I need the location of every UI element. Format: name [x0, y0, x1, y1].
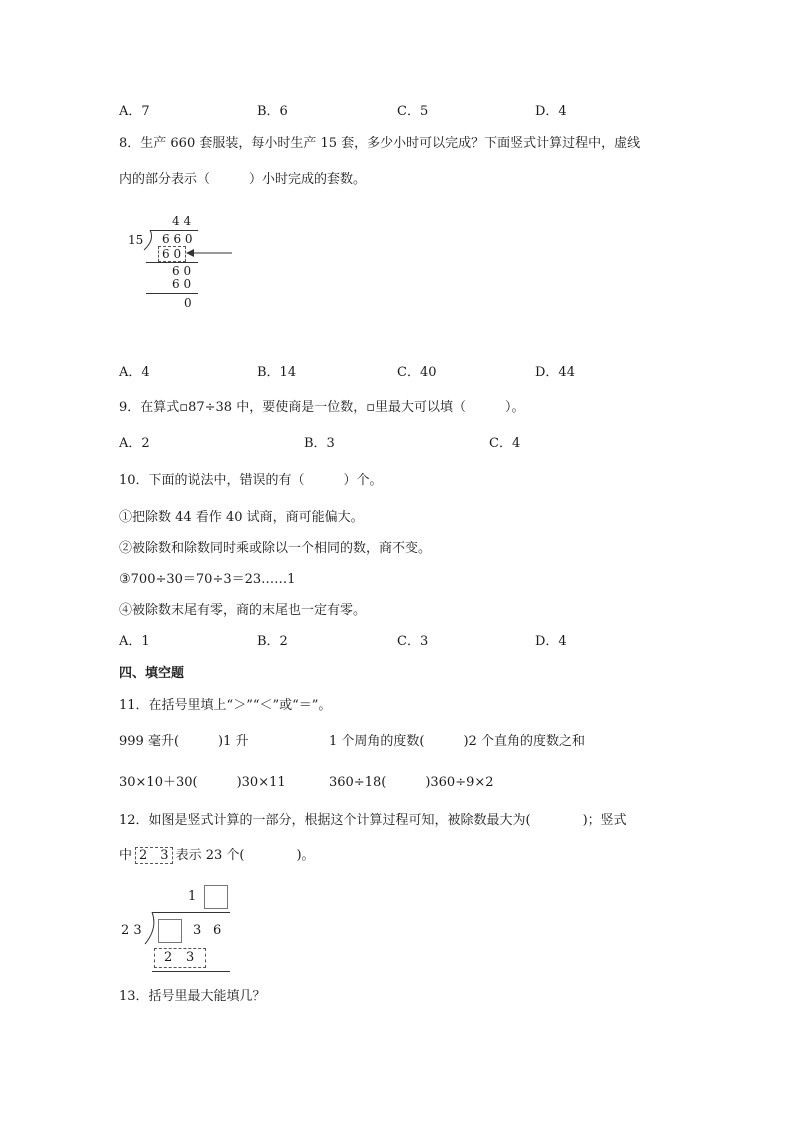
q7-option-a[interactable]: A．7 — [119, 104, 150, 119]
q8-remainder: 0 — [184, 296, 192, 310]
q9-option-a[interactable]: A．2 — [119, 436, 150, 451]
q7-option-c[interactable]: C．5 — [397, 104, 429, 119]
q10-option-b[interactable]: B．2 — [257, 634, 288, 649]
q8-line1 — [146, 262, 198, 263]
q12-division-figure — [118, 882, 238, 974]
q8-option-a[interactable]: A．4 — [119, 365, 150, 380]
q12-dividend-digit-3: 6 — [213, 923, 222, 938]
q8-option-c[interactable]: C．40 — [397, 365, 437, 380]
q12-dividend-digit-2: 3 — [193, 923, 202, 938]
q9-option-c[interactable]: C．4 — [489, 436, 521, 451]
q12-divisor: 2 3 — [121, 923, 142, 938]
q8-step2: 6 0 — [172, 264, 192, 278]
q12-line2-suffix: 表示 23 个( )。 — [175, 848, 315, 863]
q13-question: 13．括号里最大能填几？ — [119, 989, 266, 1004]
section-title: 四、填空题 — [119, 666, 185, 681]
q11-item-2[interactable]: 1 个周角的度数( )2 个直角的度数之和 — [329, 734, 585, 749]
q10-statement-3: ③700÷30＝70÷3＝23……1 — [119, 572, 296, 587]
q8-question-line2: 内的部分表示（ ）小时完成的套数。 — [119, 172, 367, 187]
q7-option-b[interactable]: B．6 — [257, 104, 288, 119]
q12-question-line2 — [119, 847, 315, 865]
q11-item-3[interactable]: 30×10＋30( )30×11 — [119, 775, 286, 790]
q8-step3: 6 0 — [172, 277, 192, 291]
q10-statement-2: ②被除数和除数同时乘或除以一个相同的数，商不变。 — [119, 541, 432, 556]
q9-question: 9．在算式▫87÷38 中，要使商是一位数，▫里最大可以填（ ）。 — [119, 400, 525, 415]
q11-item-1[interactable]: 999 毫升( )1 升 — [119, 734, 249, 749]
q8-bracket-curve — [142, 229, 154, 251]
q12-line2-prefix: 中 — [119, 848, 133, 863]
q12-product-digit-1: 2 — [164, 950, 173, 965]
q12-quotient-digit: 1 — [188, 889, 197, 904]
q8-question-line1: 8．生产 660 套服装，每小时生产 15 套，多少小时可以完成？下面竖式计算过程中，虚线 — [119, 136, 641, 151]
q9-option-b[interactable]: B．3 — [304, 436, 335, 451]
q8-step1: 6 0 — [162, 247, 182, 261]
q8-divisor: 15 — [128, 233, 144, 247]
q10-option-c[interactable]: C．3 — [397, 634, 429, 649]
q10-statement-4: ④被除数末尾有零，商的末尾也一定有零。 — [119, 603, 367, 618]
q12-bracket-curve — [143, 911, 157, 945]
q8-arrow — [186, 248, 234, 258]
q10-option-d[interactable]: D．4 — [535, 634, 567, 649]
q8-line2 — [146, 293, 198, 294]
q8-quotient: 4 4 — [172, 214, 192, 228]
q10-statement-1: ①把除数 44 看作 40 试商，商可能偏大。 — [119, 510, 364, 525]
q10-option-a[interactable]: A．1 — [119, 634, 150, 649]
q12-inline-dashed-box: 2 3 — [135, 847, 173, 864]
q8-bracket-top — [150, 230, 198, 231]
q7-option-d[interactable]: D．4 — [535, 104, 567, 119]
q11-item-4[interactable]: 360÷18( )360÷9×2 — [329, 775, 494, 790]
q11-question: 11．在括号里填上“＞”“＜”或“＝”。 — [119, 698, 332, 713]
q12-product-digit-2: 3 — [186, 950, 195, 965]
q10-question: 10．下面的说法中，错误的有（ ）个。 — [119, 473, 383, 488]
q12-quotient-blank-box[interactable] — [204, 885, 228, 909]
q8-option-d[interactable]: D．44 — [535, 365, 575, 380]
q12-question-line1: 12．如图是竖式计算的一部分，根据这个计算过程可知，被除数最大为( )；竖式 — [119, 813, 627, 828]
q8-dividend: 6 6 0 — [162, 232, 193, 246]
q12-bottom-line — [152, 971, 230, 972]
q12-bracket-top — [152, 912, 230, 913]
q8-division-figure — [120, 210, 250, 315]
q12-product-dashed-box — [154, 948, 206, 968]
q8-option-b[interactable]: B．14 — [257, 365, 297, 380]
q12-dividend-blank-box[interactable] — [158, 919, 182, 943]
